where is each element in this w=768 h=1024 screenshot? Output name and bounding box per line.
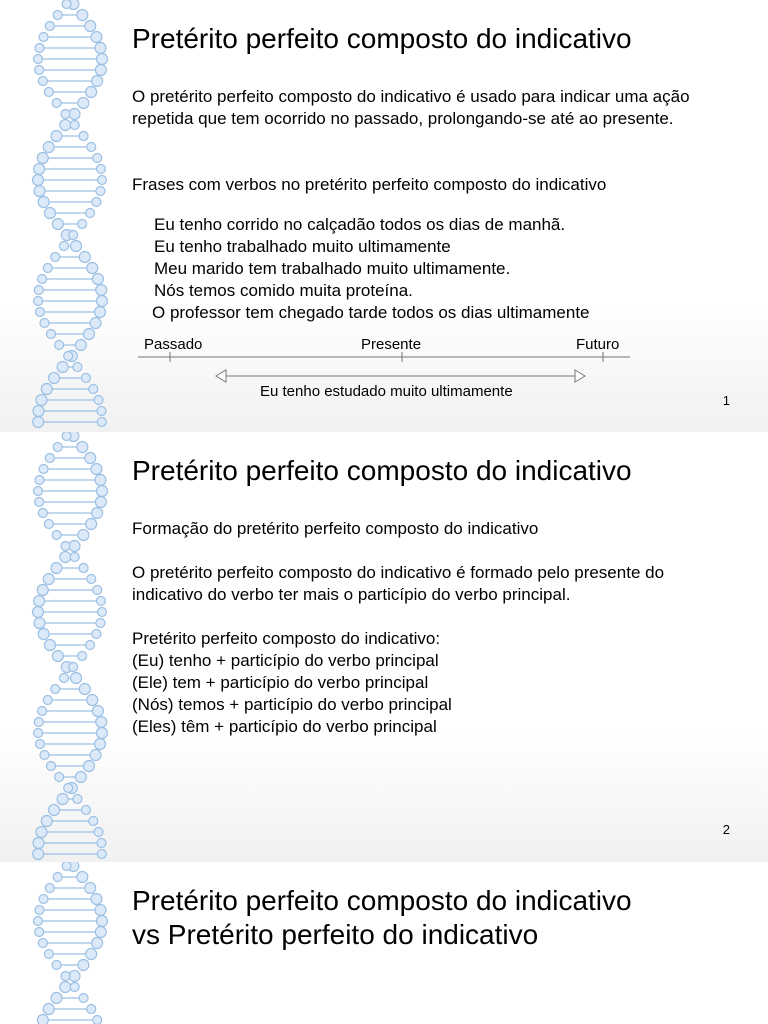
example-sentence: O professor tem chegado tarde todos os dias ultimamente — [152, 303, 590, 322]
slide-title: Pretérito perfeito composto do indicativo — [132, 23, 632, 54]
dna-helix-decoration — [0, 432, 125, 862]
slide-2 — [0, 432, 768, 862]
conjugation-row: (Ele) tem + particípio do verbo principal — [132, 673, 429, 692]
timeline-diagram — [130, 350, 640, 384]
dna-helix-decoration — [0, 0, 125, 432]
conjugation-row: (Eles) têm + particípio do verbo principal — [132, 717, 437, 736]
conjugation-row: (Eu) tenho + particípio do verbo principal — [132, 651, 439, 670]
formation-explanation: O pretérito perfeito composto do indicativo é formado pelo presente do indicativo do verbo ter mais o particípio do verbo principal. — [132, 563, 665, 604]
slide-title-line-2: vs Pretérito perfeito do indicativo — [132, 919, 539, 950]
example-sentence: Meu marido tem trabalhado muito ultimamente. — [154, 259, 511, 278]
conjugation-block — [132, 628, 452, 738]
page-number: 2 — [722, 822, 730, 837]
timeline-future-label: Futuro — [576, 336, 620, 353]
conjugation-heading: Pretérito perfeito composto do indicativo: — [132, 629, 441, 648]
example-sentence: Eu tenho corrido no calçadão todos os dias de manhã. — [154, 215, 566, 234]
slide-title: Pretérito perfeito composto do indicativo — [132, 455, 632, 486]
duration-arrow-right-head — [575, 370, 585, 382]
conjugation-row: (Nós) temos + particípio do verbo principal — [132, 695, 452, 714]
formation-subtitle: Formação do pretérito perfeito composto do indicativo — [132, 519, 539, 538]
dna-helix-decoration — [0, 862, 125, 1024]
slide-1 — [0, 0, 768, 432]
intro-paragraph: O pretérito perfeito composto do indicativo é usado para indicar uma ação repetida que tem ocorrido no passado, prolongando-se até ao presente. — [132, 87, 690, 128]
timeline-present-label: Presente — [361, 336, 422, 353]
page-number: 1 — [722, 393, 730, 408]
examples-list — [154, 214, 590, 324]
slide-title — [132, 884, 632, 952]
slide-3 — [0, 862, 768, 1024]
timeline-past-label: Passado — [144, 336, 203, 353]
examples-heading: Frases com verbos no pretérito perfeito composto do indicativo — [132, 175, 607, 194]
example-sentence: Eu tenho trabalhado muito ultimamente — [154, 237, 451, 256]
duration-arrow-left-head — [216, 370, 226, 382]
example-sentence: Nós temos comido muita proteína. — [154, 281, 413, 300]
slide-title-line-1: Pretérito perfeito composto do indicativo — [132, 885, 632, 916]
timeline-caption: Eu tenho estudado muito ultimamente — [260, 383, 513, 400]
